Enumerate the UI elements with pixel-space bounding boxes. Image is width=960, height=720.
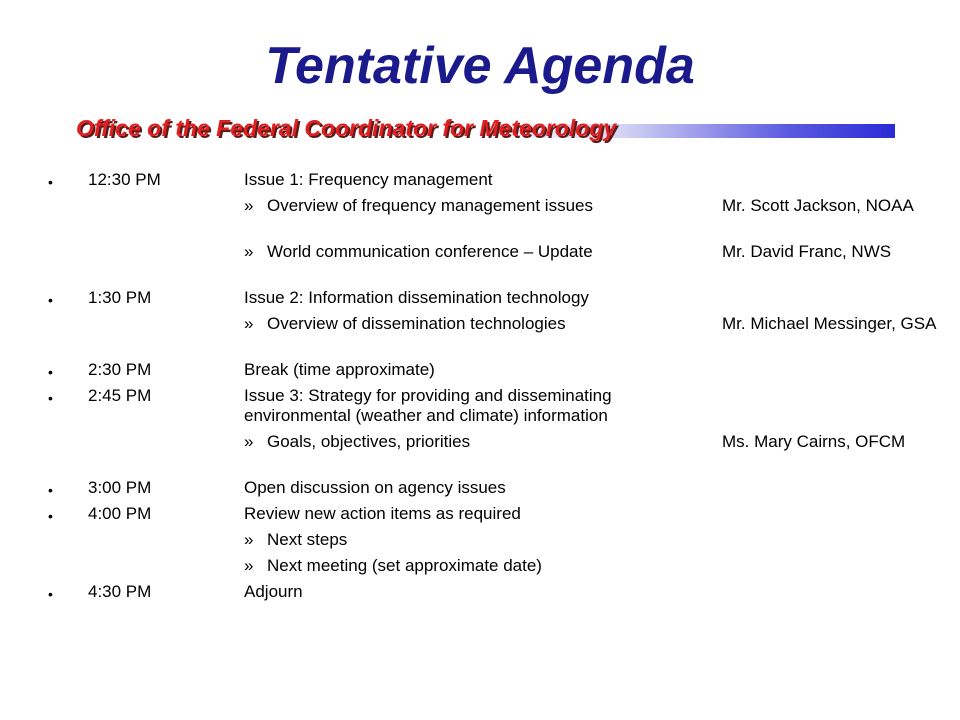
sub-bullet-icon: » — [244, 314, 254, 333]
sub-bullet-icon: » — [244, 242, 254, 261]
page-title: Tentative Agenda — [265, 37, 695, 95]
sub-bullet-icon: » — [244, 530, 254, 549]
agenda-item — [0, 386, 960, 432]
agenda-time: 2:45 PM — [88, 386, 152, 405]
agenda-topic: Review new action items as required — [244, 504, 521, 523]
agenda-speaker: Mr. Michael Messinger, GSA — [722, 314, 937, 333]
sub-bullet-icon: » — [244, 556, 254, 575]
agenda-subtopic: Goals, objectives, priorities — [267, 432, 471, 451]
agenda-time: 4:00 PM — [88, 504, 152, 523]
agenda-item — [0, 360, 960, 386]
agenda-subtopic: Overview of dissemination technologies — [267, 314, 566, 333]
agenda-time: 1:30 PM — [88, 288, 152, 307]
bullet-icon: • — [48, 292, 53, 308]
agenda-subitem — [0, 314, 960, 360]
bullet-icon: • — [48, 174, 53, 190]
agenda-time: 3:00 PM — [88, 478, 152, 497]
agenda-speaker: Mr. Scott Jackson, NOAA — [722, 196, 914, 215]
sub-bullet-icon: » — [244, 196, 254, 215]
agenda-subtopic: Next meeting (set approximate date) — [267, 556, 542, 575]
agenda-subitem — [0, 196, 960, 242]
agenda-item — [0, 170, 960, 196]
agenda-topic: Issue 1: Frequency management — [244, 170, 493, 189]
agenda-subitem — [0, 242, 960, 288]
agenda-list — [0, 170, 960, 608]
agenda-subtopic: Next steps — [267, 530, 348, 549]
agenda-topic: Issue 3: Strategy for providing and disseminating environmental (weather and climate) information — [244, 386, 612, 425]
bullet-icon: • — [48, 508, 53, 524]
agenda-subtopic: Overview of frequency management issues — [267, 196, 593, 215]
agenda-item — [0, 478, 960, 504]
bullet-icon: • — [48, 390, 53, 406]
agenda-speaker: Ms. Mary Cairns, OFCM — [722, 432, 906, 451]
agenda-speaker: Mr. David Franc, NWS — [722, 242, 892, 261]
sub-bullet-icon: » — [244, 432, 254, 451]
agenda-item — [0, 504, 960, 530]
bullet-icon: • — [48, 482, 53, 498]
agenda-subtopic: World communication conference – Update — [267, 242, 593, 261]
page-subtitle: Office of the Federal Coordinator for Meteorology — [76, 115, 617, 141]
agenda-subitem — [0, 556, 960, 582]
agenda-topic: Adjourn — [244, 582, 303, 601]
agenda-topic: Issue 2: Information dissemination technology — [244, 288, 589, 307]
agenda-item — [0, 288, 960, 314]
agenda-subitem — [0, 432, 960, 478]
bullet-icon: • — [48, 364, 53, 380]
bullet-icon: • — [48, 586, 53, 602]
agenda-topic: Open discussion on agency issues — [244, 478, 506, 497]
agenda-time: 2:30 PM — [88, 360, 152, 379]
agenda-time: 12:30 PM — [88, 170, 161, 189]
agenda-time: 4:30 PM — [88, 582, 152, 601]
agenda-topic: Break (time approximate) — [244, 360, 435, 379]
agenda-item — [0, 582, 960, 608]
agenda-subitem — [0, 530, 960, 556]
